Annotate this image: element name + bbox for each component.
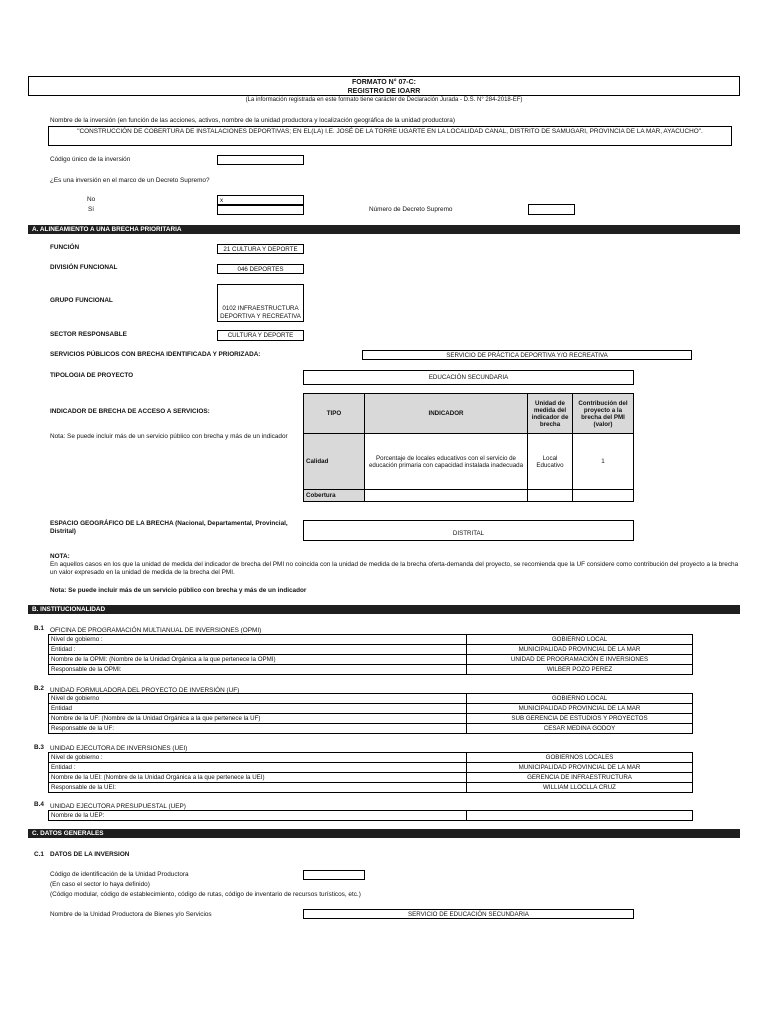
grupo-label: GRUPO FUNCIONAL xyxy=(50,297,113,304)
row-value[interactable]: UNIDAD DE PROGRAMACIÓN E INVERSIONES xyxy=(467,655,693,665)
row-value[interactable]: WILLIAM LLOCLLA CRUZ xyxy=(467,783,693,793)
row-label: Nivel de gobierno : xyxy=(49,635,467,645)
tipologia-label: TIPOLOGIA DE PROYECTO xyxy=(50,372,134,379)
row-value[interactable]: CESAR MEDINA GODOY xyxy=(467,724,693,734)
row-value[interactable]: SUB GERENCIA DE ESTUDIOS Y PROYECTOS xyxy=(467,714,693,724)
cell-indicador[interactable] xyxy=(365,490,528,502)
no-field[interactable] xyxy=(217,195,304,205)
b1-table xyxy=(48,634,693,675)
table-row xyxy=(49,763,693,773)
b4-num: B.4 xyxy=(34,801,44,808)
row-label: Entidad : xyxy=(49,763,467,773)
table-row xyxy=(49,724,693,734)
b4-title: UNIDAD EJECUTORA PRESUPUESTAL (UEP) xyxy=(50,803,186,810)
sector-label: SECTOR RESPONSABLE xyxy=(50,331,127,338)
indicador-note: Nota: Se puede incluir más de un servicio público con brecha y más de un indicador xyxy=(50,433,288,440)
row-value[interactable]: GOBIERNO LOCAL xyxy=(467,694,693,704)
code-label: Código único de la inversión xyxy=(50,156,131,163)
form-subtitle: REGISTRO DE IOARR xyxy=(347,88,421,95)
cell-tipo: Cobertura xyxy=(304,490,365,502)
division-field[interactable]: 046 DEPORTES xyxy=(217,264,304,274)
table-row xyxy=(49,783,693,793)
row-label: Nivel de gobierno : xyxy=(49,753,467,763)
row-label: Responsable de la UEI: xyxy=(49,783,467,793)
up-name-label: Nombre de la Unidad Productora de Bienes y/o Servicios xyxy=(50,911,212,918)
row-label: Nivel de gobierno xyxy=(49,694,467,704)
row-label: Responsable de la UF: xyxy=(49,724,467,734)
col-contribucion: Contribución del proyecto a la brecha del PMI (valor) xyxy=(573,394,634,434)
funcion-field[interactable]: 21 CULTURA Y DEPORTE xyxy=(217,244,304,254)
table-row xyxy=(49,714,693,724)
row-label: Nombre de la OPMI: (Nombre de la Unidad Orgánica a la que pertenece la OPMI) xyxy=(49,655,467,665)
row-label: Responsable de la OPMI: xyxy=(49,665,467,675)
row-label: Nombre de la UF: (Nombre de la Unidad Orgánica a la que pertenece la UF) xyxy=(49,714,467,724)
espacio-field[interactable] xyxy=(303,520,634,541)
cell-contribucion[interactable] xyxy=(573,490,634,502)
row-value[interactable]: MUNICIPALIDAD PROVINCIAL DE LA MAR xyxy=(467,704,693,714)
col-unidad: Unidad de medida del indicador de brecha xyxy=(528,394,573,434)
nota-bold: Nota: Se puede incluir más de un servicio público con brecha y más de un indicador xyxy=(50,587,307,594)
table-row xyxy=(49,694,693,704)
row-value[interactable]: GERENCIA DE INFRAESTRUCTURA xyxy=(467,773,693,783)
decree-question: ¿Es una inversión en el marco de un Decreto Supremo? xyxy=(50,177,210,184)
investment-name-value: "CONSTRUCCIÓN DE COBERTURA DE INSTALACIONES DEPORTIVAS; EN EL(LA) I.E. JOSÉ DE LA TORRE UGARTE EN LA LOCALIDAD CANAL, DISTRITO DE SAMUGARI, PROVINCIA DE LA MAR, AYACUCHO". xyxy=(77,128,703,135)
servicios-field[interactable]: SERVICIO DE PRÁCTICA DEPORTIVA Y/O RECREATIVA xyxy=(362,350,692,360)
b3-num: B.3 xyxy=(34,744,44,751)
table-row xyxy=(49,645,693,655)
row-label: Entidad : xyxy=(49,645,467,655)
decree-number-label: Número de Decreto Supremo xyxy=(369,206,453,213)
grupo-value: 0102 INFRAESTRUCTURA DEPORTIVA Y RECREATIVA xyxy=(220,305,301,320)
cell-unidad[interactable]: Local Educativo xyxy=(528,434,573,490)
codigo-up-note1: (En caso el sector lo haya definido) xyxy=(50,881,150,888)
table-row xyxy=(49,811,693,821)
up-name-field[interactable]: SERVICIO DE EDUCACIÓN SECUNDARIA xyxy=(303,909,634,919)
table-row xyxy=(49,753,693,763)
table-row xyxy=(304,434,634,490)
row-value[interactable]: MUNICIPALIDAD PROVINCIAL DE LA MAR xyxy=(467,645,693,655)
row-label: Entidad xyxy=(49,704,467,714)
cell-indicador[interactable]: Porcentaje de locales educativos con el servicio de educación primaria con capacidad instalada inadecuada xyxy=(365,434,528,490)
funcion-label: FUNCIÓN xyxy=(50,244,80,251)
section-c-bar: C. DATOS GENERALES xyxy=(28,829,740,838)
no-value: x xyxy=(220,197,224,204)
b2-num: B.2 xyxy=(34,685,44,692)
b3-title: UNIDAD EJECUTORA DE INVERSIONES (UEI) xyxy=(50,745,188,752)
col-tipo: TIPO xyxy=(304,394,365,434)
b2-table xyxy=(48,693,693,734)
servicios-label: SERVICIOS PÚBLICOS CON BRECHA IDENTIFICADA Y PRIORIZADA: xyxy=(50,351,261,358)
si-field[interactable] xyxy=(217,205,304,215)
b2-title: UNIDAD FORMULADORA DEL PROYECTO DE INVERSIÓN (UF) xyxy=(50,687,240,694)
row-value[interactable]: WILBER POZO PEREZ xyxy=(467,665,693,675)
b3-table xyxy=(48,752,693,793)
table-row xyxy=(49,655,693,665)
table-row xyxy=(49,704,693,714)
code-field[interactable] xyxy=(217,155,304,165)
codigo-up-label: Código de identificación de la Unidad Productora xyxy=(50,871,189,878)
row-label: Nombre de la UEI: (Nombre de la Unidad Orgánica a la que pertenece la UEI) xyxy=(49,773,467,783)
c1-title: DATOS DE LA INVERSION xyxy=(50,851,130,858)
indicator-table xyxy=(303,393,634,502)
cell-unidad[interactable] xyxy=(528,490,573,502)
c1-num: C.1 xyxy=(34,851,44,858)
declaration-note: (La información registrada en este formato tiene carácter de Declaración Jurada - D.S. N° 284-2018-EF) xyxy=(245,97,523,103)
indicador-label: INDICADOR DE BRECHA DE ACCESO A SERVICIOS: xyxy=(50,408,210,415)
section-a-bar: A. ALINEAMIENTO A UNA BRECHA PRIORITARIA xyxy=(28,225,740,234)
form-title: FORMATO N° 07-C: xyxy=(352,79,416,86)
espacio-value: DISTRITAL xyxy=(452,530,485,537)
sector-field[interactable]: CULTURA Y DEPORTE xyxy=(217,330,304,341)
b1-title: OFICINA DE PROGRAMACIÓN MULTIANUAL DE INVERSIONES (OPMI) xyxy=(50,627,262,634)
table-row xyxy=(49,773,693,783)
investment-name-label: Nombre de la inversión (en función de las acciones, activos, nombre de la unidad productora y localización geográfica de la unidad productora) xyxy=(50,117,455,124)
grupo-field[interactable] xyxy=(217,284,304,322)
row-value[interactable] xyxy=(467,811,693,821)
table-row xyxy=(304,490,634,502)
row-value[interactable]: GOBIERNOS LOCALES xyxy=(467,753,693,763)
row-label: Nombre de la UEP: xyxy=(49,811,467,821)
codigo-up-note2: (Código modular, código de establecimiento, código de rutas, código de inventario de recursos turísticos, etc.) xyxy=(50,891,361,898)
si-label: Sí xyxy=(88,206,95,213)
table-row xyxy=(49,665,693,675)
espacio-label: ESPACIO GEOGRÁFICO DE LA BRECHA (Nacional, Departamental, Provincial, Distrital) xyxy=(50,520,288,535)
row-value[interactable]: GOBIERNO LOCAL xyxy=(467,635,693,645)
row-value[interactable]: MUNICIPALIDAD PROVINCIAL DE LA MAR xyxy=(467,763,693,773)
codigo-up-field[interactable] xyxy=(303,870,365,880)
cell-contribucion[interactable]: 1 xyxy=(573,434,634,490)
table-row xyxy=(49,635,693,645)
no-label: No xyxy=(87,196,96,203)
section-b-bar: B. INSTITUCIONALIDAD xyxy=(28,605,740,614)
b4-table xyxy=(48,810,693,821)
nota-text: En aquellos casos en los que la unidad de medida del indicador de brecha del PMI no coincida con la unidad de medida de la brecha oferta-demanda del proyecto, se recomienda que la UF considere como contribución del proyecto a la brecha un valor expresado en la unidad de medida de la brecha del PMI. xyxy=(50,561,739,576)
division-label: DIVISIÓN FUNCIONAL xyxy=(50,264,118,271)
nota-title: NOTA: xyxy=(50,553,70,560)
cell-tipo: Calidad xyxy=(304,434,365,490)
col-indicador: INDICADOR xyxy=(365,394,528,434)
tipologia-field[interactable]: EDUCACIÓN SECUNDARIA xyxy=(303,370,634,385)
investment-name-field[interactable] xyxy=(48,126,732,146)
form-header xyxy=(28,76,740,96)
decree-number-field[interactable] xyxy=(528,204,575,215)
b1-num: B.1 xyxy=(34,625,44,632)
